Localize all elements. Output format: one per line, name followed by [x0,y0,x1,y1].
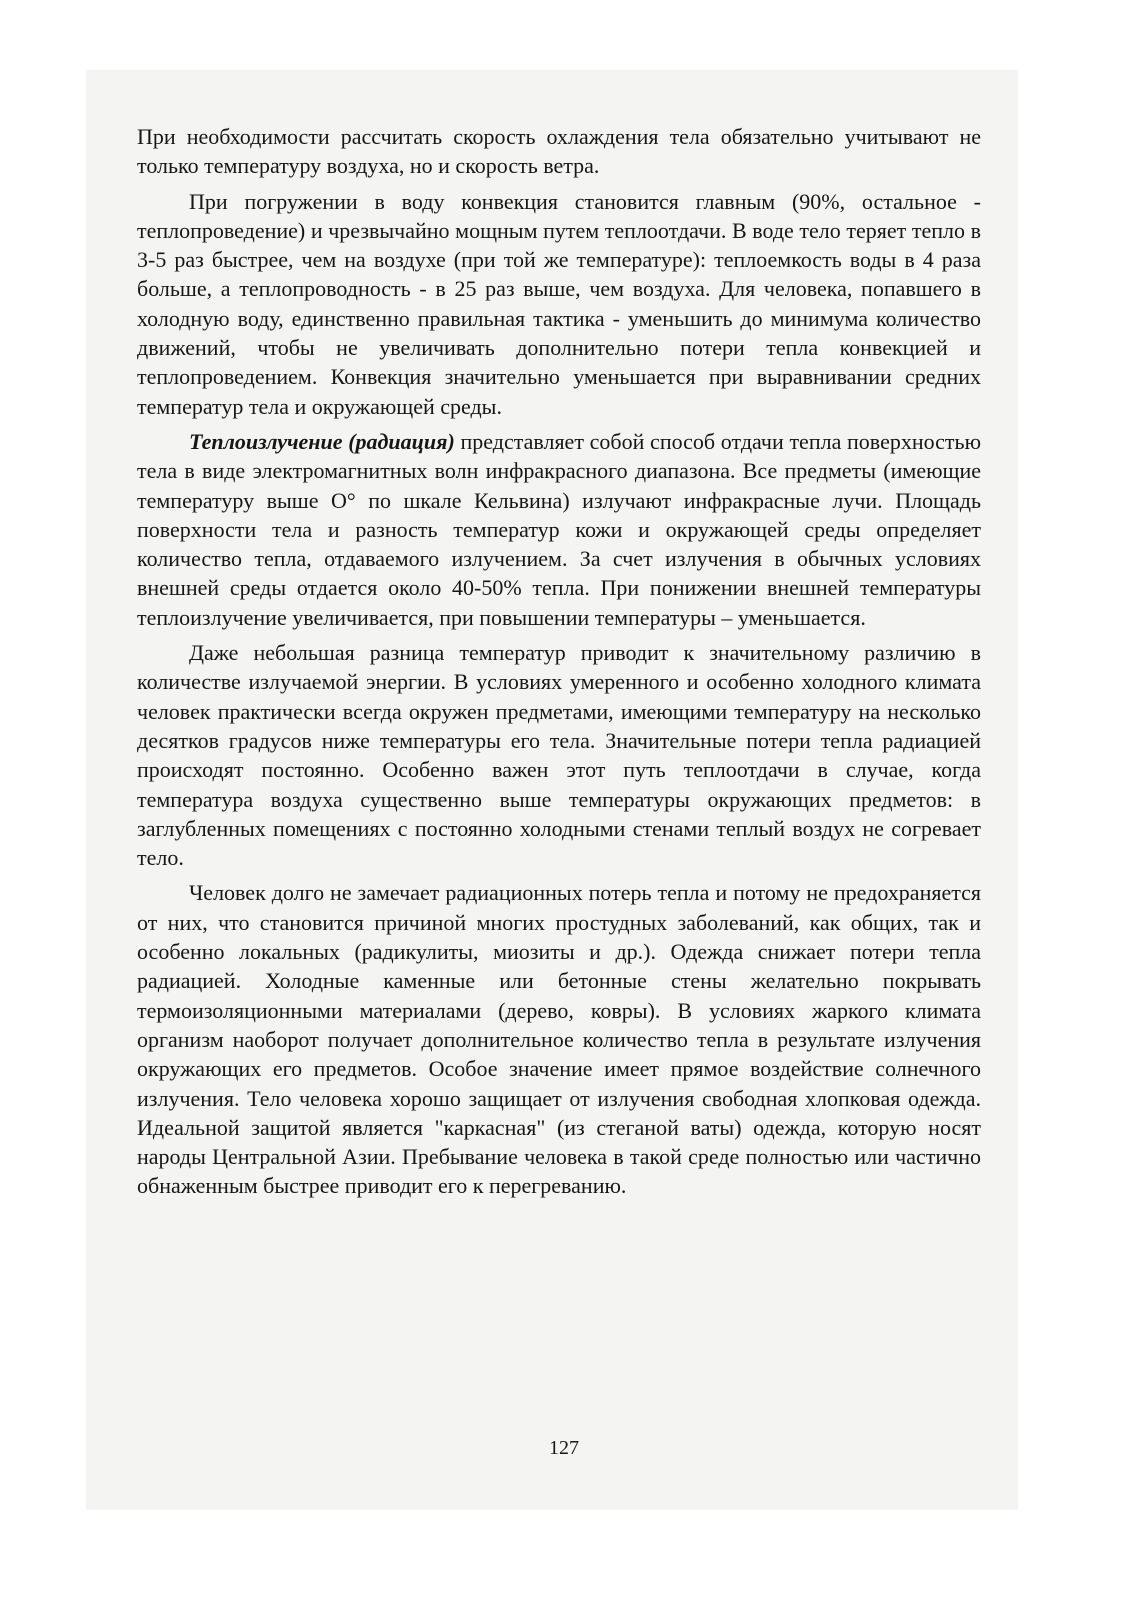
paragraph-2-text: При погружении в воду конвекция становится главным (90%, остальное - теплопроведение) и чрезвычайно мощным путем теплоотдачи. В воде тело теряет тепло в 3-5 раз быстрее, чем на воздухе (при той же температуре): теплоемкость воды в 4 раза больше, а теплопроводность - в 25 раз выше, чем воздуха. Для человека, попавшего в холодную воду, единственно правильная тактика - уменьшить до минимума количество движений, чтобы не увеличивать дополнительно потери тепла конвекцией и теплопроведением. Конвекция значительно уменьшается при выравнивании средних температур тела и окружающей среды. [137,188,981,419]
paragraph-4 [137,638,981,872]
paragraph-1-text: При необходимости рассчитать скорость охлаждения тела обязательно учитывают не только температуру воздуха, но и скорость ветра. [137,124,981,179]
page-number: 127 [549,1437,579,1459]
paragraph-3 [137,427,981,632]
paragraph-1 [137,122,981,181]
term-thermal-radiation: Теплоизлучение (радиация) [189,428,455,454]
body-text [137,122,981,1207]
paragraph-4-text: Даже небольшая разница температур приводит к значительному различию в количестве излучаемой энергии. В условиях умеренного и особенно холодного климата человек практически всегда окружен предметами, имеющими температуру на несколько десятков градусов ниже температуры его тела. Значительные потери тепла радиацией происходят постоянно. Особенно важен этот путь теплоотдачи в случае, когда температура воздуха существенно выше температуры окружающих предметов: в заглубленных помещениях с постоянно холодными стенами теплый воздух не согревает тело. [137,640,981,871]
paragraph-3-text: представляет собой способ отдачи тепла поверхностью тела в виде электромагнитных волн инфракрасного диапазона. Все предметы (имеющие температуру выше О° по шкале Кельвина) излучают инфракрасные лучи. Площадь поверхности тела и разность температур кожи и окружающей среды определяет количество тепла, отдаваемого излучением. За счет излучения в обычных условиях внешней среды отдается около 40-50% тепла. При понижении внешней температуры теплоизлучение увеличивается, при повышении температуры – уменьшается. [137,428,982,630]
paragraph-2 [137,187,981,421]
paragraph-5-text: Человек долго не замечает радиационных потерь тепла и потому не предохраняется от них, что становится причиной многих простудных заболеваний, как общих, так и особенно локальных (радикулиты, миозиты и др.). Одежда снижает потери тепла радиацией. Холодные каменные или бетонные стены желательно покрывать термоизоляционными материалами (дерево, ковры). В условиях жаркого климата организм наоборот получает дополнительное количество тепла в результате излучения окружающих его предметов. Особое значение имеет прямое воздействие солнечного излучения. Тело человека хорошо защищает от излучения свободная хлопковая одежда. Идеальной защитой является "каркасная" (из стеганой ваты) одежда, которую носят народы Центральной Азии. Пребывание человека в такой среде полностью или частично обнаженным быстрее приводит его к перегреванию. [137,880,981,1199]
paragraph-5 [137,878,981,1200]
